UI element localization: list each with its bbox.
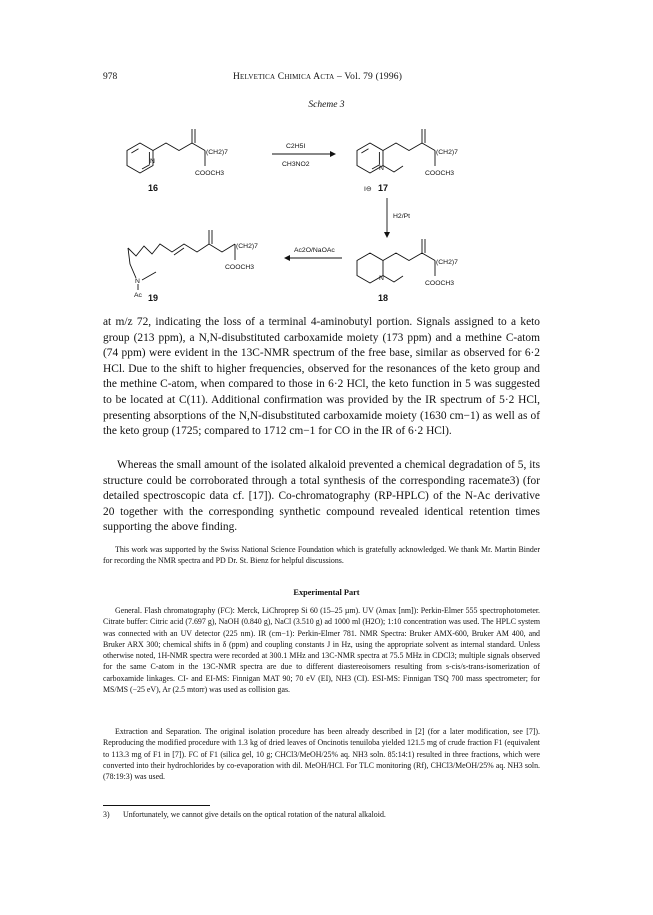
compound-number-19: 19 [147,293,159,303]
acknowledgement: This work was supported by the Swiss National Science Foundation which is gratefully acknowledged. We thank Mr. Martin Binder for recording the NMR spectra and PD Dr. St. Bienz for helpful discussions. [103,545,540,566]
amide-n-19: N [135,278,140,285]
chain-label-18: (CH2)7 [436,259,458,266]
footnote-text: Unfortunately, we cannot give details on the optical rotation of the natural alkaloid. [123,810,386,819]
footnote-rule [103,805,210,806]
journal-name: Helvetica Chimica Acta [233,72,335,82]
iodide-label-17: I⊖ [364,186,372,193]
piperidine-n-18: N [379,275,384,282]
compound-number-17: 17 [377,183,389,193]
reagent-step1-above: C2H5I [286,143,306,150]
chain-label-17: (CH2)7 [436,149,458,156]
compound-18-structure [357,239,435,283]
ester-label-19: COOCH3 [225,264,255,271]
compound-17-structure [357,129,435,173]
compound-number-16: 16 [147,183,159,193]
reagent-step1-below: CH3NO2 [282,161,310,168]
reaction-scheme [100,108,540,308]
ester-label-16: COOCH3 [195,170,225,177]
scheme-title: Scheme 3 [308,100,345,110]
running-head: Helvetica Chimica Acta – Vol. 79 (1996) [233,72,403,82]
experimental-heading: Experimental Part [293,588,360,597]
page-number: 978 [103,72,118,82]
footnote-marker: 3) [103,810,110,819]
ester-label-17: COOCH3 [425,170,455,177]
chain-label-16: (CH2)7 [206,149,228,156]
chain-label-19: (CH2)7 [236,243,258,250]
compound-16-structure [127,129,205,173]
reagent-step3: Ac2O/NaOAc [294,247,335,254]
body-paragraph-2: Whereas the small amount of the isolated alkaloid prevented a chemical degradation of 5, its structure could be corroborated through a total synthesis of the corresponding racemate3) (for detailed spectroscopic data cf. [17]). Co-chromatography (RP-HPLC) of the N-Ac derivative 20 together with the corresponding synthetic compound revealed identical retention times supporting the above finding. [103,459,540,534]
pyridinium-n-17: N [379,165,384,172]
journal-volume: Vol. 79 (1996) [344,72,403,82]
compound-number-18: 18 [377,293,389,303]
reagent-step2: H2/Pt [393,213,410,220]
compound-19-structure [128,230,235,290]
body-paragraph-1: at m/z 72, indicating the loss of a terminal 4-aminobutyl portion. Signals assigned to a keto group (213 ppm), a N,N-disubstituted carboxamide moiety (173 ppm) and a methine C-atom (74 ppm) were evident in the 13C-NMR spectrum of the free base, similar as observed for 6·2 HCl. Due to the shift to higher frequencies, observed for the resonances of the keto group and the methine C-atom, when compared to those in 6·2 HCl, the keto function in 5 was suggested to be located at C(11). Additional confirmation was provided by the IR spectrum of 5·2 HCl, presenting absorptions of the N,N-disubstituted carboxamide moiety (1630 cm−1) as well as of the keto group (1725; compared to 1712 cm−1 for CO in the IR of 6·2 HCl). [103,316,540,438]
ester-label-18: COOCH3 [425,280,455,287]
footnote [103,809,540,820]
acetyl-label-19: Ac [134,292,142,299]
experimental-extraction: Extraction and Separation. The original isolation procedure has been already described in [2] (for a later modification, see [7]). Reproducing the modified procedure with 1.3 kg of dried leaves of Oncinotis tenuiloba yielded 121.5 mg of crude fraction F1 (equivalent to 113.3 mg of F1 in [7]). FC of F1 (silica gel, 10 g; CHCl3/MeOH/25% aq. NH3 soln. 85:14:1) resulted in three fractions, which were converted into their hydrochlorides by co-evaporation with dil. MeOH/HCl. For TLC monitoring (Rf), CHCl3/MeOH/25% aq. NH3 soln. (78:19:3) was used. [103,727,540,782]
experimental-general: General. Flash chromatography (FC): Merck, LiChroprep Si 60 (15–25 µm). UV (λmax [nm]): Perkin-Elmer 555 spectrophotometer. Citrate buffer: Citric acid (7.697 g), NaOH (0.840 g), NaCl (3.510 g) ad 1000 ml (H2O); 1:10 concentration was used. The HPLC system was connected with an UV detector (225 nm). IR (cm−1): Perkin-Elmer 781. NMR Spectra: Bruker AMX-600, Bruker AM 400, and Bruker ARX 300; chemical shifts in δ (ppm) and coupling constants J in Hz, using the appropriate solvent as internal standard. Unless otherwise noted, 1H-NMR spectra were recorded at 300.1 MHz and 13C-NMR spectra at 75.5 MHz in CDCl3; multiple signals observed for the same C-atom in the 13C-NMR spectra are due to different diastereoisomers resulting from s-cis/s-trans-isomerization of carboxamide linkages. CI- and EI-MS: Finnigan MAT 90; 70 eV (EI), NH3 (CI). ESI-MS: Finnigan TSQ 700 mass spectrometer; for MS/MS (−25 eV), Ar (2.5 mtorr) was used as collision gas. [103,606,540,695]
pyridine-n-16: N [150,158,155,165]
